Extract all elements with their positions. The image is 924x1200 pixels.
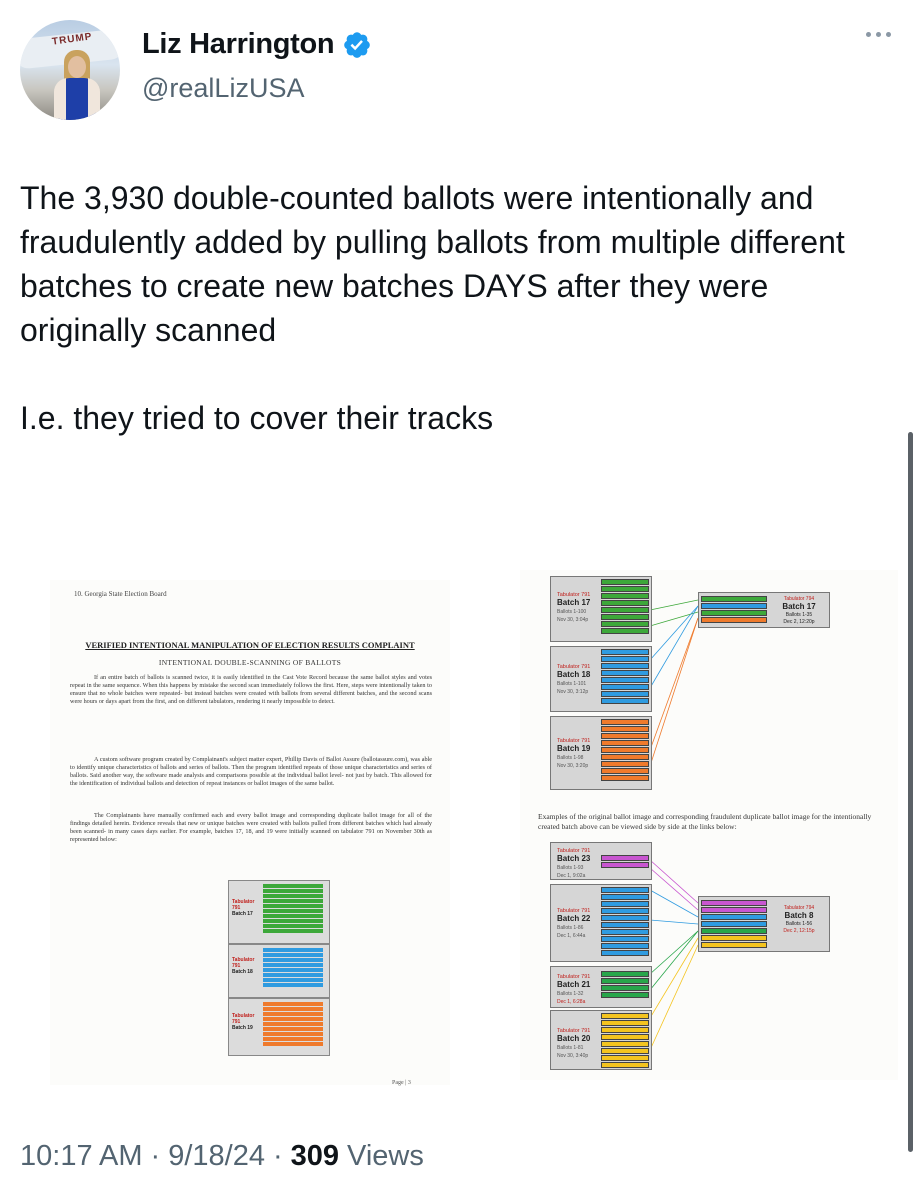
doc-page-footer: Page | 3 xyxy=(392,1080,411,1086)
avatar-person-head xyxy=(68,56,86,78)
author-handle[interactable]: @realLizUSA xyxy=(142,73,305,103)
doc-subtitle: INTENTIONAL DOUBLE-SCANNING OF BALLOTS xyxy=(158,658,342,667)
batch-box-20: Tabulator 791 Batch 20 Ballots 1-81 Nov 30, 3:40p xyxy=(550,1010,652,1070)
views-count: 309 xyxy=(290,1140,340,1172)
doc-header: 10. Georgia State Election Board xyxy=(74,590,167,598)
more-options-icon[interactable] xyxy=(866,32,891,37)
tweet-time[interactable]: 10:17 AM xyxy=(20,1140,143,1172)
avatar[interactable] xyxy=(20,20,120,120)
mini-batch-17: Tabulator 791 Batch 17 xyxy=(228,880,330,944)
target-batch-box-17: Tabulator 794 Batch 17 Ballots 1-35 Dec 2, 12:20p xyxy=(698,592,830,628)
tweet-date[interactable]: 9/18/24 xyxy=(168,1140,265,1172)
tweet-text-paragraph-2: I.e. they tried to cover their tracks xyxy=(20,400,494,436)
tweet-meta xyxy=(20,1140,424,1173)
batch-box-18: Tabulator 791 Batch 18 Ballots 1-101 Nov 30, 3:12p xyxy=(550,646,652,712)
tweet-media[interactable] xyxy=(20,570,908,1090)
tweet-text xyxy=(20,176,900,440)
doc-caption: Examples of the original ballot image and corresponding fraudulent duplicate ballot image for the intentionally created batch above can be viewed side by side at the links below: xyxy=(538,812,872,831)
batch-box-21: Tabulator 791 Batch 21 Ballots 1-32 Dec 1, 6:28a xyxy=(550,966,652,1008)
document-image-right[interactable] xyxy=(520,570,898,1080)
target-batch-box-8: Tabulator 794 Batch 8 Ballots 1-56 Dec 2, 12:15p xyxy=(698,896,830,952)
mini-batch-18: Tabulator 791 Batch 18 xyxy=(228,944,330,998)
verified-badge-icon xyxy=(342,30,372,60)
doc-title: VERIFIED INTENTIONAL MANIPULATION OF ELECTION RESULTS COMPLAINT xyxy=(85,640,415,650)
document-image-left[interactable] xyxy=(50,580,450,1085)
tweet-text-paragraph-1: The 3,930 double-counted ballots were intentionally and fraudulently added by pulling ballots from multiple different batches to create new batches DAYS after they were originally scanned xyxy=(20,180,845,348)
author-name[interactable]: Liz Harrington xyxy=(142,28,335,60)
doc-paragraph-2: A custom software program created by Complainant's subject matter expert, Phillip Davis of Ballot Assure (ballotassure.com), was able to identify unique characteristics of ballots and series of ballots. Then the program identified repeats of those unique characteristics and series of ballots. Said another way, the software made analysis and comparisons possible at the individual ballot level- not just by batch. This allowed for the identification of individual ballots and detection of repeat instances or ballot images of the same ballot. xyxy=(70,756,432,787)
batch-box-17: Tabulator 791 Batch 17 Ballots 1-100 Nov 30, 3:04p xyxy=(550,576,652,642)
separator-dot: · xyxy=(272,1140,283,1172)
views-label: Views xyxy=(347,1140,424,1172)
batch-box-19: Tabulator 791 Batch 19 Ballots 1-98 Nov 30, 3:20p xyxy=(550,716,652,790)
author-name-row xyxy=(142,28,372,61)
separator-dot: · xyxy=(150,1140,161,1172)
scrollbar[interactable] xyxy=(908,432,913,1152)
batch-box-23: Tabulator 791 Batch 23 Ballots 1-93 Dec 1, 9:02a xyxy=(550,842,652,880)
doc-paragraph-1: If an entire batch of ballots is scanned twice, it is easily identified in the Cast Vote Record because the same ballot styles and votes repeat in the same sequence. When this happens by mistake the second scan immediately follows the first. Here, steps were intentionally taken to ensure that no whole batches were repeated- but instead batches were created with ballots from several different batches, and the second scans were hours or days apart from the first, and on different tabulators, rendering it nearly impossible to detect. xyxy=(70,674,432,705)
avatar-plane-text: TRUMP xyxy=(51,31,94,48)
avatar-person-jacket xyxy=(54,78,100,120)
doc-paragraph-3: The Complainants have manually confirmed each and every ballot image and corresponding duplicate ballot image for all of the findings detailed herein. Evidence reveals that new or unique batches were created with ballots pulled from different batches which had already been scanned- in many cases days earlier. For example, batches 17, 18, and 19 were initially scanned on tabulator 791 on November 30th as represented below: xyxy=(70,812,432,843)
batch-box-22: Tabulator 791 Batch 22 Ballots 1-86 Dec 1, 6:44a xyxy=(550,884,652,962)
mini-batch-19: Tabulator 791 Batch 19 xyxy=(228,998,330,1056)
